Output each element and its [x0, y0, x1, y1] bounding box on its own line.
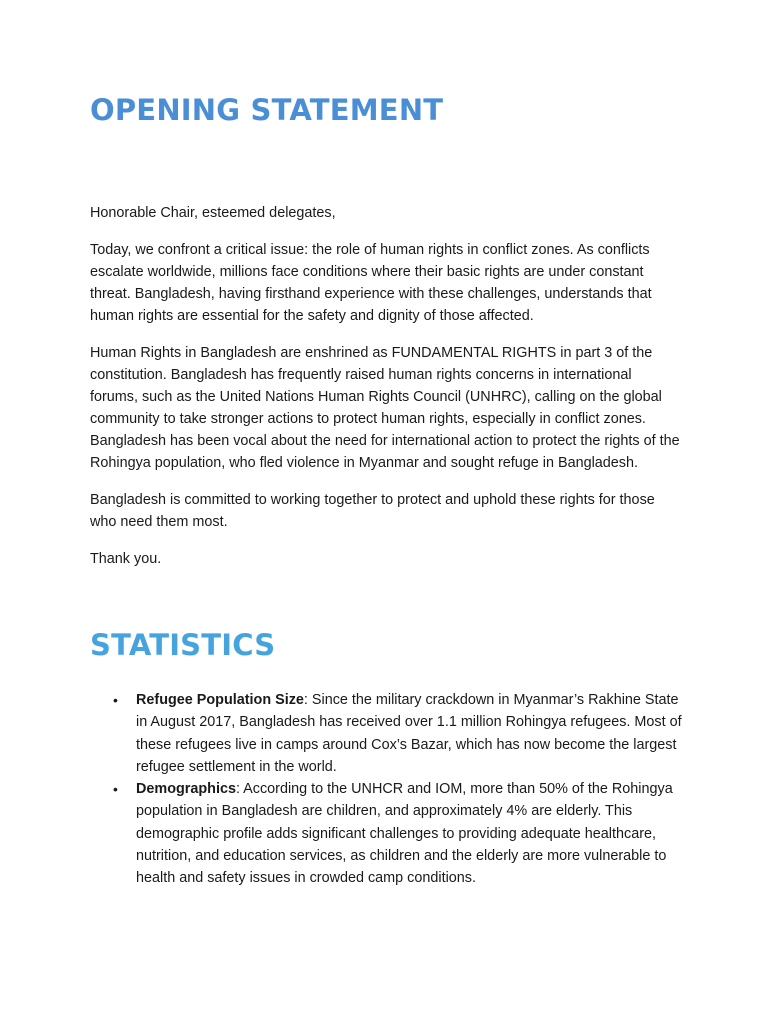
bullet-icon: • — [113, 781, 118, 798]
issue-paragraph: Today, we confront a critical issue: the role of human rights in conflict zones. As conflicts escalate worldwide, millions face conditions where their basic rights are under constant threat. Bangladesh, having firsthand experience with these challenges, understands that human rights are essential for the safety and dignity of those affected. — [90, 242, 652, 324]
list-item-text: : According to the UNHCR and IOM, more than 50% of the Rohingya population in Bangladesh are children, and approximately 4% are elderly. This demographic profile adds significant challenges to providing adequate healthcare, nutrition, and education services, as children and the elderly are more vulnerable to health and safety issues in crowded camp conditions. — [136, 781, 673, 887]
closing-paragraph: Thank you. — [90, 551, 162, 567]
list-item-term: Refugee Population Size — [136, 692, 304, 708]
list-item — [90, 689, 682, 778]
bullet-icon: • — [113, 692, 118, 708]
list-item-text: : Since the military crackdown in Myanmar’s Rakhine State in August 2017, Bangladesh has received over 1.1 million Rohingya refugees. Most of these refugees live in camps around Cox’s Bazar, which has now become the largest refugee settlement in the world. — [136, 692, 682, 775]
statistics-list — [90, 689, 682, 890]
list-item-term: Demographics — [136, 781, 236, 798]
commitment-paragraph: Bangladesh is committed to working together to protect and uphold these rights for those who need them most. — [90, 492, 655, 530]
statistics-heading: STATISTICS — [90, 628, 276, 662]
opening-statement-heading: OPENING STATEMENT — [90, 93, 444, 127]
human-rights-paragraph: Human Rights in Bangladesh are enshrined as FUNDAMENTAL RIGHTS in part 3 of the constitution. Bangladesh has frequently raised human rights concerns in international forums, such as the United Nations Human Rights Council (UNHRC), calling on the global community to take stronger actions to protect human rights, especially in conflict zones. Bangladesh has been vocal about the need for international action to protect the rights of the Rohingya population, who fled violence in Myanmar and sought refuge in Bangladesh. — [90, 345, 680, 471]
salutation-paragraph: Honorable Chair, esteemed delegates, — [90, 205, 336, 221]
opening-statement-body — [90, 202, 682, 585]
list-item — [90, 778, 682, 889]
